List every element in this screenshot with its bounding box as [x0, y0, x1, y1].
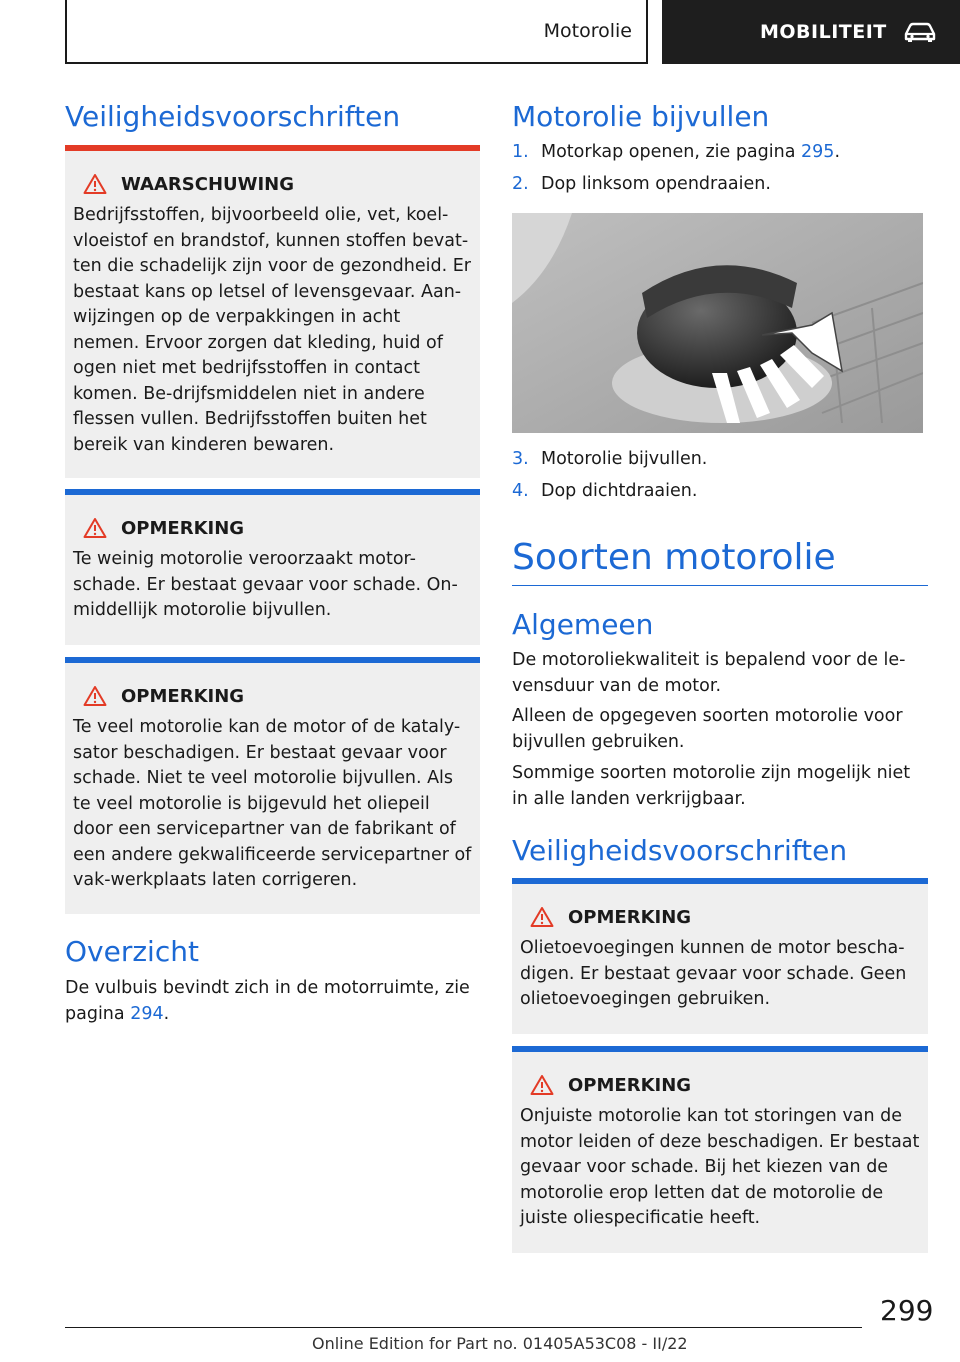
warning-triangle-icon: [530, 1074, 554, 1096]
warning-header: [73, 173, 472, 195]
footer-rule: [65, 1327, 862, 1328]
note-title-3: OPMERKING: [568, 906, 692, 928]
note-box-2: [65, 657, 480, 914]
note-header-1: [73, 517, 472, 539]
section-tab: [65, 0, 648, 64]
note-text-2: Te veel motorolie kan de motor of de kataly-sator beschadigen. Er bestaat gevaar voor schade. Niet te veel motorolie bijvullen. Als te veel motorolie is bijgevuld het oliepeil door een servicepartner van de fabrikant of een andere gekwalificeerde servicepartner of vak-werkplaats laten corrigeren.: [73, 717, 472, 890]
car-icon: [903, 21, 937, 43]
warning-triangle-icon: [83, 517, 107, 539]
step-number: 1.: [512, 142, 529, 162]
types-heading: Soorten motorolie: [512, 537, 836, 578]
general-para-1: De motoroliekwaliteit is bepalend voor de le-vensduur van de motor.: [512, 650, 906, 696]
warning-triangle-icon: [83, 685, 107, 707]
safety-heading-2: Veiligheidsvoorschriften: [512, 834, 848, 867]
step-3: [512, 446, 928, 472]
step-number: 2.: [512, 174, 529, 194]
note-header-2: [73, 685, 472, 707]
page-number: 299: [880, 1294, 934, 1327]
note-text-3: Olietoevoegingen kunnen de motor bescha-digen. Er bestaat gevaar voor schade. Geen olietoevoegingen gebruiken.: [520, 938, 907, 1009]
note-header-3: [520, 906, 920, 928]
page-link-294[interactable]: 294: [130, 1004, 164, 1024]
step-text: Dop dichtdraaien.: [541, 481, 698, 501]
warning-box: [65, 145, 480, 478]
step-1: 1. Motorkap openen, zie pagina 295.: [512, 139, 928, 165]
step-number: 4.: [512, 481, 529, 501]
overview-text: De vulbuis bevindt zich in de motorruimte, zie pagina 294.: [65, 978, 470, 1024]
warning-title: WAARSCHUWING: [121, 173, 295, 195]
page-link-295[interactable]: 295: [801, 142, 835, 162]
section-title: Motorolie: [543, 20, 632, 42]
general-para-2: Alleen de opgegeven soorten motorolie voor bijvullen gebruiken.: [512, 706, 903, 752]
note-title-4: OPMERKING: [568, 1074, 692, 1096]
note-title-1: OPMERKING: [121, 517, 245, 539]
overview-heading: Overzicht: [65, 935, 199, 968]
step-text: Motorolie bijvullen.: [541, 449, 708, 469]
note-header-4: [520, 1074, 920, 1096]
heading-rule: [512, 585, 928, 586]
step-4: [512, 478, 928, 504]
oil-cap-photo: [512, 213, 923, 433]
note-box-1: [65, 489, 480, 645]
step-2: [512, 171, 928, 197]
note-text-4: Onjuiste motorolie kan tot storingen van de motor leiden of deze beschadigen. Er bestaat gevaar voor schade. Bij het kiezen van de motorolie erop letten dat de motorolie de juiste oliespecificatie heeft.: [520, 1106, 920, 1228]
warning-triangle-icon: [530, 906, 554, 928]
chapter-tab: [662, 0, 960, 64]
note-box-3: [512, 878, 928, 1034]
note-text-1: Te weinig motorolie veroorzaakt motor-schade. Er bestaat gevaar voor schade. On-middellijk motorolie bijvullen.: [73, 549, 458, 620]
general-para-3: Sommige soorten motorolie zijn mogelijk niet in alle landen verkrijgbaar.: [512, 763, 911, 809]
edition-text: Online Edition for Part no. 01405A53C08 - II/22: [312, 1334, 688, 1353]
warning-triangle-icon: [83, 173, 107, 195]
step-text: Dop linksom opendraaien.: [541, 174, 771, 194]
step-number: 3.: [512, 449, 529, 469]
safety-heading: Veiligheidsvoorschriften: [65, 100, 401, 133]
fill-heading: Motorolie bijvullen: [512, 100, 770, 133]
general-heading: Algemeen: [512, 608, 654, 641]
note-title-2: OPMERKING: [121, 685, 245, 707]
chapter-title: MOBILITEIT: [760, 21, 887, 43]
warning-text: Bedrijfsstoffen, bijvoorbeeld olie, vet, koel-vloeistof en brandstof, kunnen stoffen bevat-ten die schadelijk zijn voor de gezondheid. Er bestaat kans op letsel of levensgevaar. Aan-wijzingen op de verpakkingen in acht nemen. Ervoor zorgen dat kleding, huid of ogen niet met bedrijfsstoffen in contact komen. Be-drijfsmiddelen niet in andere flessen vullen. Bedrijfsstoffen buiten het bereik van kinderen bewaren.: [73, 205, 471, 455]
note-box-4: [512, 1046, 928, 1253]
